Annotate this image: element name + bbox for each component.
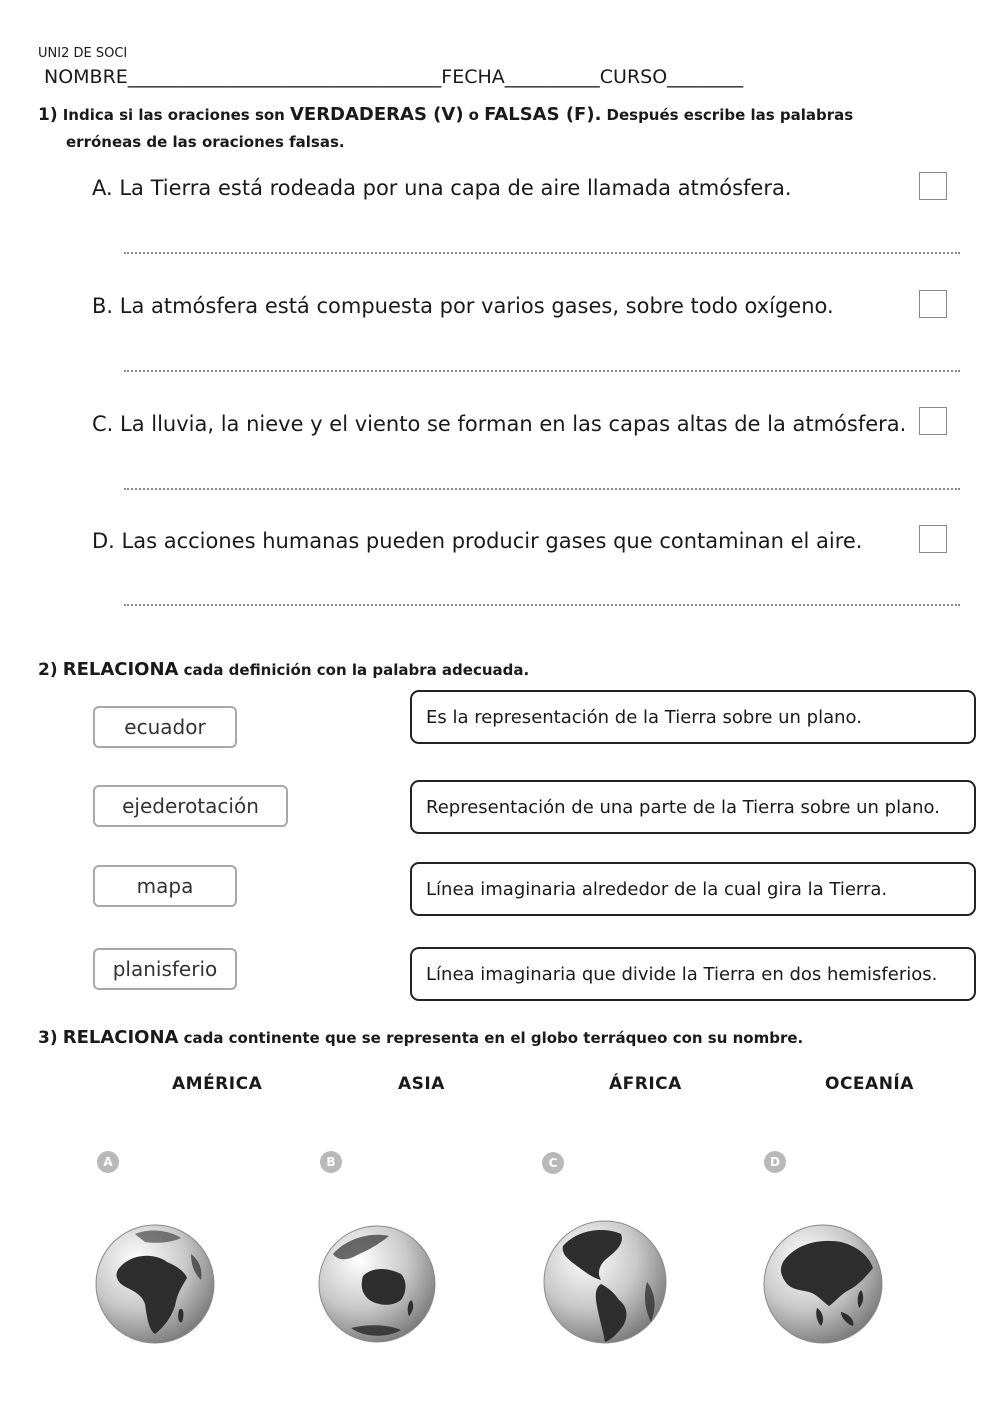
globes-area — [0, 1210, 1000, 1360]
q2-instruction: 2) RELACIONA cada definición con la palabra adecuada. — [38, 659, 530, 680]
q2-number: 2) — [38, 660, 58, 680]
q3-number: 3) — [38, 1028, 58, 1048]
statement-a: A. La Tierra está rodeada por una capa de aire llamada atmósfera. — [92, 176, 792, 200]
continent-oceania[interactable]: OCEANÍA — [825, 1074, 914, 1094]
unit-label: UNI2 DE SOCI — [38, 46, 128, 61]
answer-line-a[interactable] — [124, 252, 960, 254]
answer-box-b[interactable] — [919, 290, 947, 318]
q3-instruction: 3) RELACIONA cada continente que se representa en el globo terráqueo con su nombre. — [38, 1027, 804, 1048]
q1-instruction-line2: erróneas de las oraciones falsas. — [66, 133, 345, 151]
answer-line-b[interactable] — [124, 370, 960, 372]
student-info-line: NOMBRE_________________________________FECHA__________CURSO________ — [44, 66, 744, 88]
answer-line-c[interactable] — [124, 488, 960, 490]
answer-box-c[interactable] — [919, 407, 947, 435]
globe-label-b: B — [320, 1151, 342, 1173]
q1-instruction: 1) Indica si las oraciones son VERDADERAS (V) o FALSAS (F). Después escribe las palabras — [38, 104, 854, 125]
word-mapa[interactable]: mapa — [93, 865, 237, 907]
answer-line-d[interactable] — [124, 604, 960, 606]
continent-america[interactable]: AMÉRICA — [172, 1074, 263, 1094]
globe-asia-icon[interactable] — [764, 1225, 882, 1343]
statement-c: C. La lluvia, la nieve y el viento se forman en las capas altas de la atmósfera. — [92, 412, 907, 436]
definition-3[interactable]: Línea imaginaria alrededor de la cual gira la Tierra. — [410, 862, 976, 916]
answer-box-d[interactable] — [919, 525, 947, 553]
definition-4[interactable]: Línea imaginaria que divide la Tierra en dos hemisferios. — [410, 947, 976, 1001]
continent-asia[interactable]: ASIA — [398, 1074, 445, 1094]
definition-2[interactable]: Representación de una parte de la Tierra sobre un plano. — [410, 780, 976, 834]
globe-africa-icon[interactable] — [96, 1225, 214, 1343]
word-ecuador[interactable]: ecuador — [93, 706, 237, 748]
definition-1[interactable]: Es la representación de la Tierra sobre un plano. — [410, 690, 976, 744]
answer-box-a[interactable] — [919, 172, 947, 200]
word-planisferio[interactable]: planisferio — [93, 948, 237, 990]
globe-label-a: A — [97, 1151, 119, 1173]
statement-b: B. La atmósfera está compuesta por varios gases, sobre todo oxígeno. — [92, 294, 834, 318]
globe-oceania-icon[interactable] — [319, 1226, 435, 1342]
globe-label-d: D — [764, 1151, 786, 1173]
globe-america-icon[interactable] — [544, 1221, 666, 1343]
word-eje-de-rotacion[interactable]: ejederotación — [93, 785, 288, 827]
q1-number: 1) — [38, 105, 58, 125]
statement-d: D. Las acciones humanas pueden producir gases que contaminan el aire. — [92, 529, 863, 553]
continent-africa[interactable]: ÁFRICA — [609, 1074, 682, 1094]
globe-label-c: C — [542, 1152, 564, 1174]
